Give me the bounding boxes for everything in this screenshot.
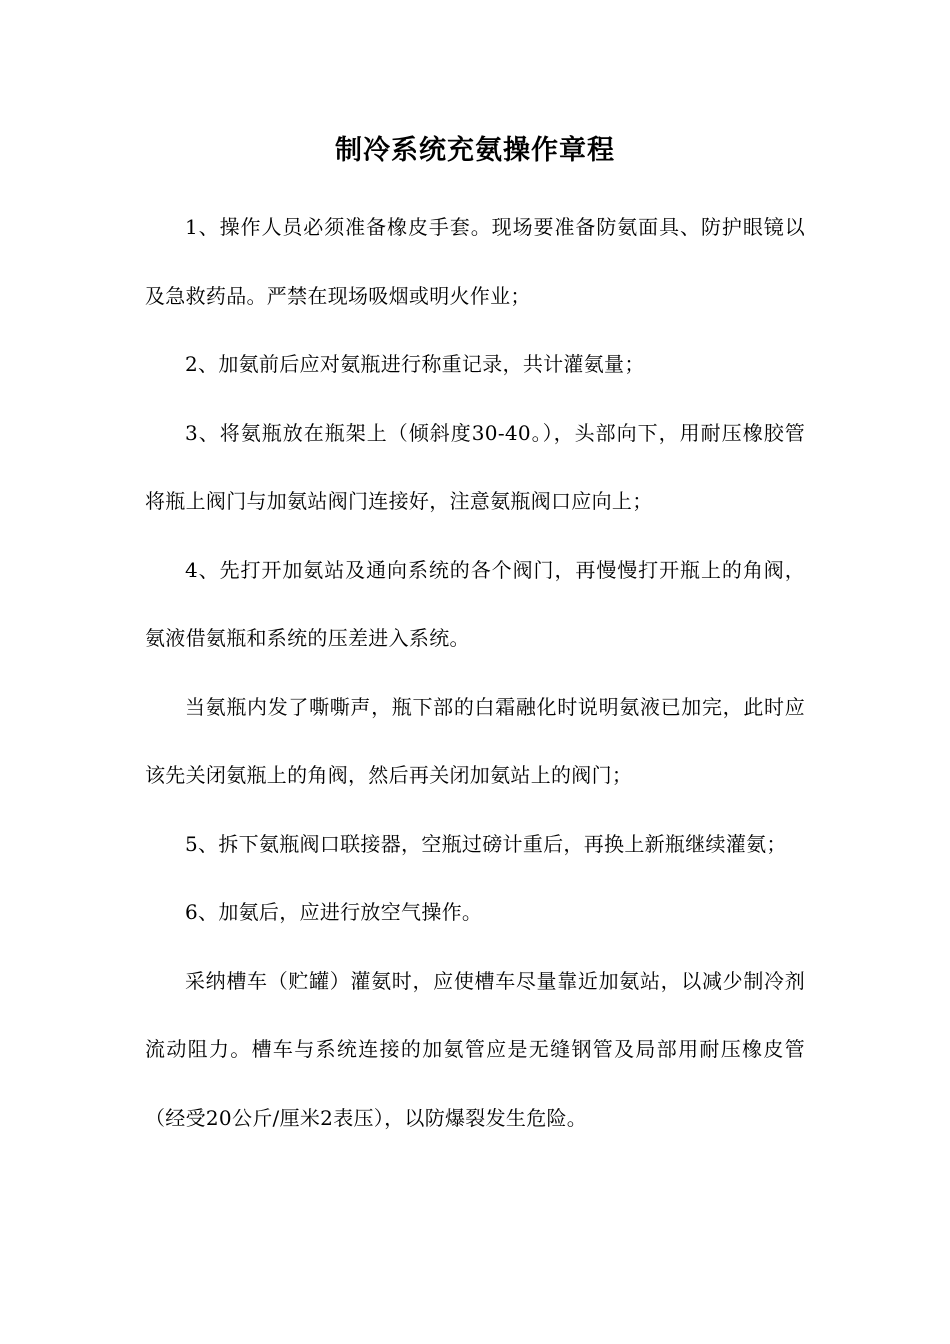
paragraph-1: 1、操作人员必须准备橡皮手套。现场要准备防氨面具、防护眼镜以及急救药品。严禁在现场吸烟或明火作业； — [145, 215, 805, 308]
paragraph-6: 5、拆下氨瓶阀口联接器，空瓶过磅计重后，再换上新瓶继续灌氨； — [185, 831, 787, 856]
paragraph-2: 2、加氨前后应对氨瓶进行称重记录，共计灌氨量； — [185, 352, 645, 376]
paragraph-3: 3、将氨瓶放在瓶架上（倾斜度30-40。），头部向下，用耐压橡胶管将瓶上阀门与加氨站阀门连接好，注意氨瓶阀口应向上； — [145, 420, 805, 513]
page-title: 制冷系统充氨操作章程 — [335, 135, 615, 166]
paragraph-4: 4、先打开加氨站及通向系统的各个阀门，再慢慢打开瓶上的角阀，氨液借氨瓶和系统的压差进入系统。 — [145, 557, 805, 650]
paragraph-7: 6、加氨后，应进行放空气操作。 — [185, 900, 483, 924]
paragraph-5: 当氨瓶内发了嘶嘶声，瓶下部的白霜融化时说明氨液已加完，此时应该先关闭氨瓶上的角阀，然后再关闭加氨站上的阀门； — [145, 694, 805, 787]
paragraph-8: 采纳槽车（贮罐）灌氨时，应使槽车尽量靠近加氨站，以减少制冷剂流动阻力。槽车与系统连接的加氨管应是无缝钢管及局部用耐压橡皮管（经受20公斤/厘米2表压），以防爆裂发生危险。 — [145, 968, 805, 1130]
document-body — [145, 193, 805, 1152]
